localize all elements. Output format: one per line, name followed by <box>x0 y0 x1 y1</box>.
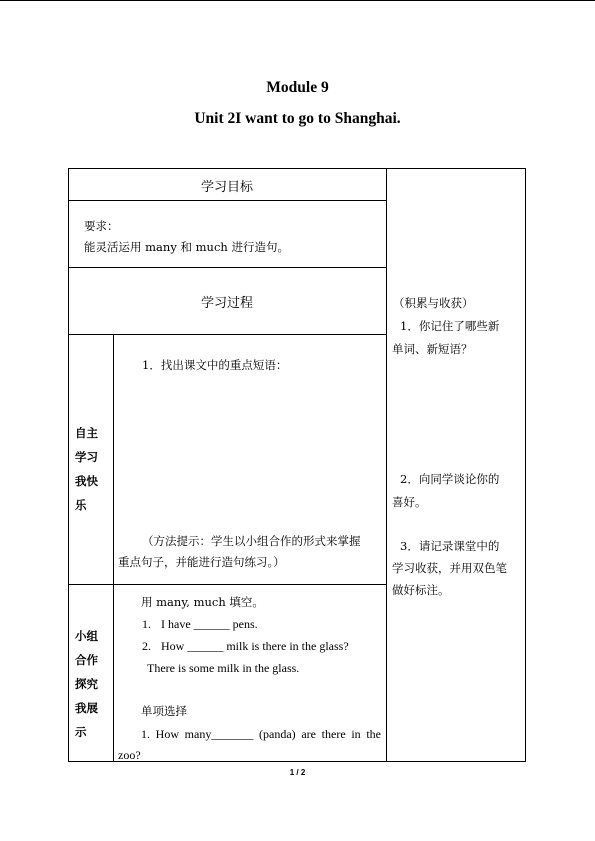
notes-item3-line3: 做好标注。 <box>392 583 450 597</box>
row-divider-process <box>68 334 386 335</box>
page-top-border <box>0 0 595 1</box>
choice-heading: 单项选择 <box>141 704 187 718</box>
process-heading: 学习过程 <box>200 296 253 311</box>
method-tip-line1: （方法提示：学生以小组合作的形式来掌握 <box>142 534 361 548</box>
notes-column-divider <box>386 168 387 762</box>
notes-item1-line2: 单词、新短语？ <box>392 342 473 356</box>
row-divider-goals <box>68 200 386 201</box>
row-divider-requirements <box>68 267 386 268</box>
choice-question-1-line2: zoo? <box>118 748 141 762</box>
group-work-label: 小组 合作 探究 我展 示 <box>75 629 98 739</box>
self-study-label: 自主 学习 我快 乐 <box>75 426 98 512</box>
requirement-label: 要求： <box>84 219 119 233</box>
notes-item3-line1: 3．请记录课堂中的 <box>400 539 500 553</box>
label-column-divider <box>113 334 114 762</box>
notes-item1-line1: 1．你记住了哪些新 <box>400 319 500 333</box>
row-divider-self-study <box>68 584 386 585</box>
notes-heading: （积累与收获） <box>393 296 474 310</box>
question-2-number: 2. <box>142 639 151 653</box>
question-1-number: 1. <box>142 617 151 631</box>
method-tip-line2: 重点句子，并能进行造句练习。） <box>118 555 285 569</box>
question-2-answer: There is some milk in the glass. <box>147 661 300 675</box>
unit-title: Unit 2I want to go to Shanghai. <box>194 110 401 127</box>
self-study-task: 1．找出课文中的重点短语： <box>142 358 288 372</box>
choice-question-1-line1: 1. How many_______ (panda) are there in the <box>141 727 381 741</box>
notes-item2-line1: 2．向同学谈论你的 <box>400 472 500 486</box>
fill-in-instruction: 用 many, much 填空。 <box>141 595 264 609</box>
requirement-text: 能灵活运用 many 和 much 进行造句。 <box>84 240 289 254</box>
notes-item2-line2: 喜好。 <box>392 495 427 509</box>
notes-item3-line2: 学习收获，并用双色笔 <box>392 561 507 575</box>
module-title: Module 9 <box>266 79 329 96</box>
goals-heading: 学习目标 <box>200 180 253 195</box>
page-number: 1 / 2 <box>289 768 306 777</box>
question-1-text: I have ______ pens. <box>161 617 258 631</box>
question-2-text: How ______ milk is there in the glass? <box>161 639 349 653</box>
